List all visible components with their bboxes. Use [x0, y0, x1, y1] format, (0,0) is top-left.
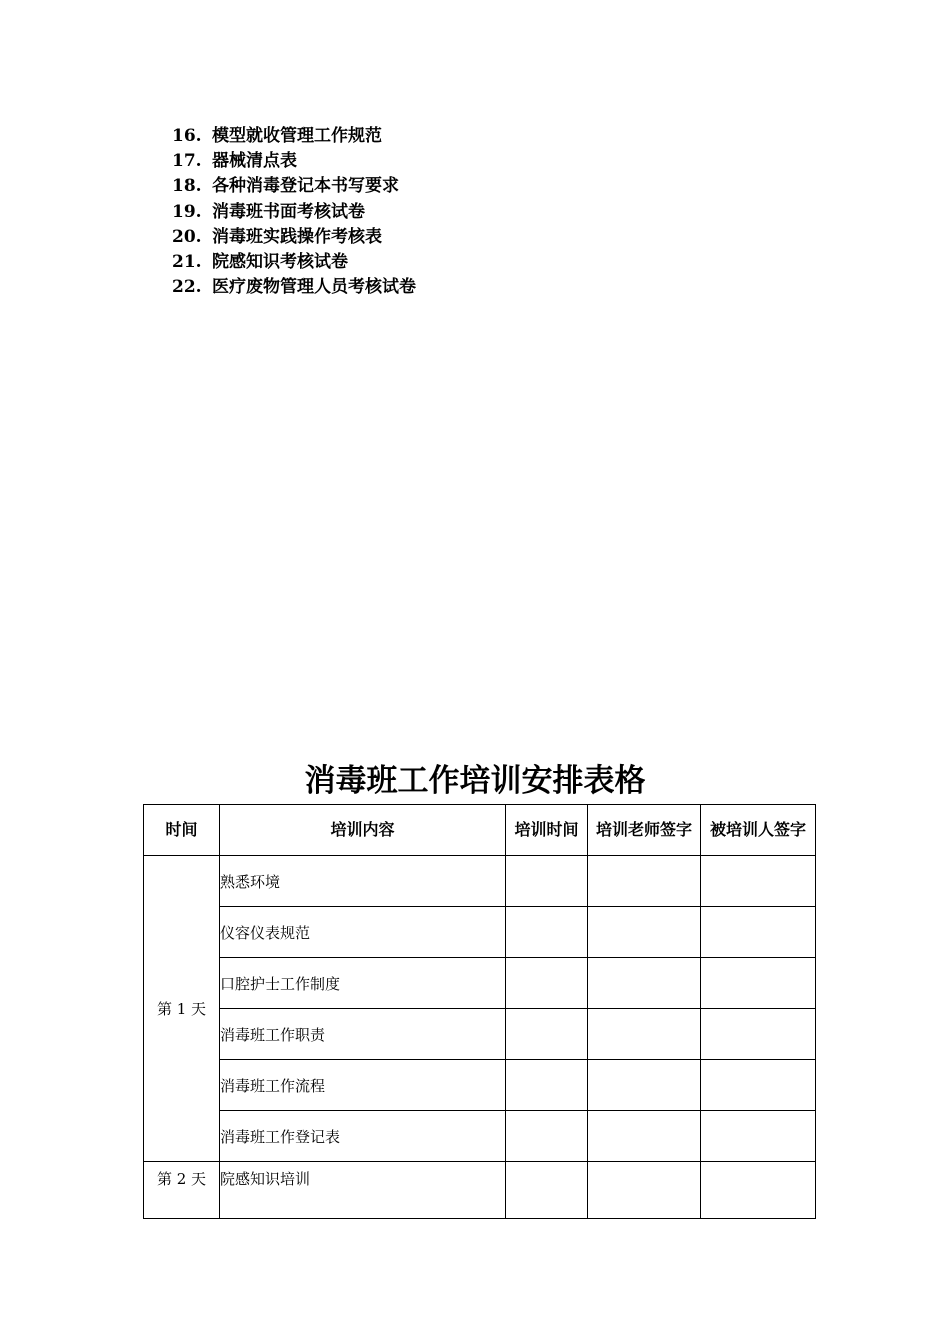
duration-cell	[506, 1009, 588, 1060]
table-header-row	[144, 805, 816, 856]
trainee-sign-cell	[701, 1111, 816, 1162]
list-item-number: 16.	[172, 126, 202, 146]
list-item-number: 20.	[172, 226, 202, 247]
header-duration: 培训时间	[506, 805, 588, 856]
list-item	[172, 174, 416, 199]
training-schedule-table	[143, 804, 816, 1219]
list-item-text: 医疗废物管理人员考核试卷	[212, 277, 416, 298]
list-item	[172, 149, 416, 174]
list-item	[172, 250, 416, 275]
table-row	[144, 1111, 816, 1162]
table-row	[144, 1162, 816, 1219]
day-2-cell: 第 2 天	[144, 1162, 220, 1219]
teacher-sign-cell	[588, 1060, 701, 1111]
training-content-cell: 熟悉环境	[220, 856, 506, 907]
duration-cell	[506, 907, 588, 958]
list-item	[172, 275, 416, 300]
table-row	[144, 907, 816, 958]
training-content-cell: 口腔护士工作制度	[220, 958, 506, 1009]
teacher-sign-cell	[588, 1009, 701, 1060]
list-item-text: 消毒班书面考核试卷	[212, 201, 365, 222]
table-row	[144, 958, 816, 1009]
trainee-sign-cell	[701, 907, 816, 958]
duration-cell	[506, 1111, 588, 1162]
table-row	[144, 1060, 816, 1111]
document-list	[172, 124, 416, 300]
teacher-sign-cell	[588, 958, 701, 1009]
table-row	[144, 1009, 816, 1060]
header-time: 时间	[144, 805, 220, 856]
header-content: 培训内容	[220, 805, 506, 856]
teacher-sign-cell	[588, 856, 701, 907]
training-content-cell: 消毒班工作职责	[220, 1009, 506, 1060]
trainee-sign-cell	[701, 958, 816, 1009]
header-trainee-sign: 被培训人签字	[701, 805, 816, 856]
list-item-number: 22.	[172, 277, 202, 298]
training-content-cell: 仪容仪表规范	[220, 907, 506, 958]
list-item-text: 院感知识考核试卷	[212, 252, 348, 273]
duration-cell	[506, 1060, 588, 1111]
teacher-sign-cell	[588, 907, 701, 958]
teacher-sign-cell	[588, 1162, 701, 1219]
trainee-sign-cell	[701, 1162, 816, 1219]
training-content-cell: 院感知识培训	[220, 1162, 506, 1219]
list-item	[172, 124, 416, 149]
duration-cell	[506, 958, 588, 1009]
list-item-text: 器械清点表	[212, 151, 297, 172]
table-title: 消毒班工作培训安排表格	[304, 763, 646, 799]
trainee-sign-cell	[701, 856, 816, 907]
list-item	[172, 225, 416, 250]
duration-cell	[506, 1162, 588, 1219]
table-row	[144, 856, 816, 907]
duration-cell	[506, 856, 588, 907]
trainee-sign-cell	[701, 1060, 816, 1111]
list-item-text: 消毒班实践操作考核表	[212, 226, 382, 247]
list-item-number: 18.	[172, 176, 202, 197]
day-1-cell: 第 1 天	[144, 856, 220, 1162]
list-item-number: 19.	[172, 201, 202, 222]
list-item-number: 21.	[172, 252, 202, 273]
teacher-sign-cell	[588, 1111, 701, 1162]
list-item-text: 模型就收管理工作规范	[212, 126, 382, 146]
list-item-number: 17.	[172, 151, 202, 172]
list-item	[172, 200, 416, 225]
header-teacher-sign: 培训老师签字	[588, 805, 701, 856]
list-item-text: 各种消毒登记本书写要求	[212, 176, 399, 197]
training-content-cell: 消毒班工作登记表	[220, 1111, 506, 1162]
training-content-cell: 消毒班工作流程	[220, 1060, 506, 1111]
trainee-sign-cell	[701, 1009, 816, 1060]
